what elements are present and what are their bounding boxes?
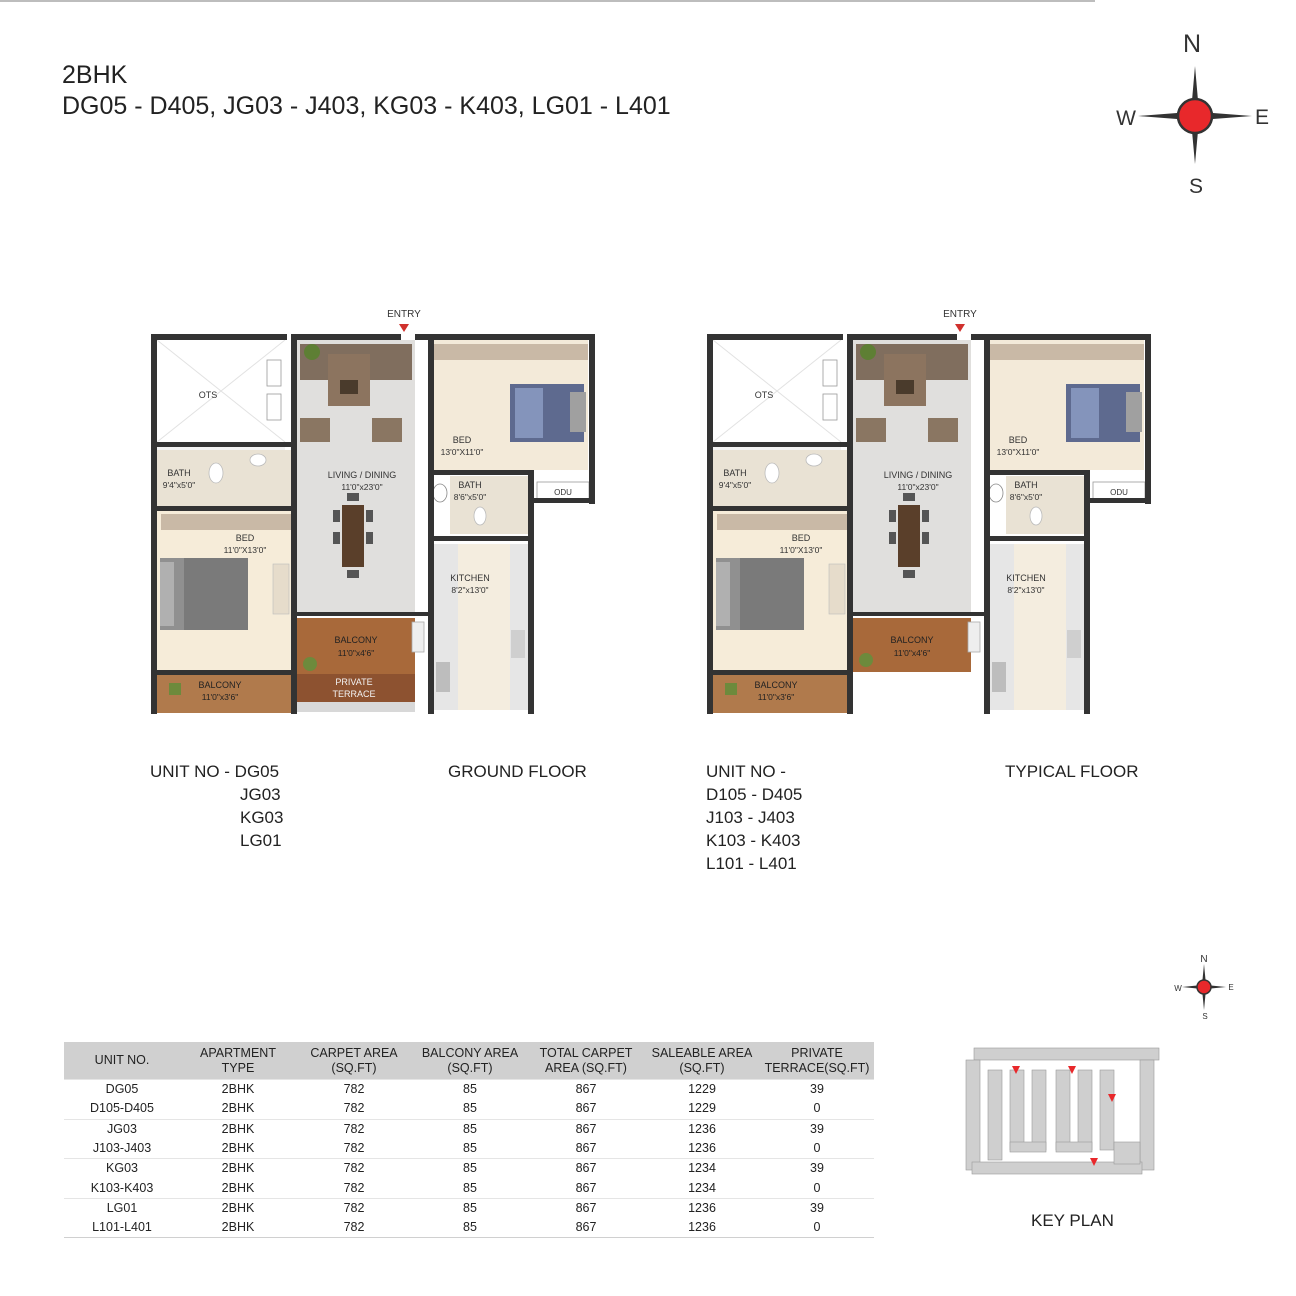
title-type: 2BHK xyxy=(62,61,128,89)
entry-arrow-icon xyxy=(955,324,965,332)
table-row: J103-J403 2BHK 782 85 867 1236 0 xyxy=(92,1141,821,1156)
entry-label: ENTRY xyxy=(387,309,421,320)
ground-floor-label: GROUND FLOOR xyxy=(448,762,587,781)
col-saleable-area: SALEABLE AREA (SQ.FT) xyxy=(644,1042,760,1080)
table-row: D105-D405 2BHK 782 85 867 1229 0 xyxy=(90,1101,821,1116)
room-terrace-line-1: PRIVATE xyxy=(335,677,373,687)
entry-label: ENTRY xyxy=(943,309,977,320)
col-unit-no: UNIT NO. xyxy=(64,1042,180,1080)
room-bed-2-dim: 13'0"X11'0" xyxy=(440,447,484,457)
room-bed-1-dim: 11'0"X13'0" xyxy=(223,545,267,555)
key-plan-label: KEY PLAN xyxy=(1031,1211,1114,1230)
room-living-dining-dim: 11'0"x23'0" xyxy=(897,482,939,492)
col-private-terrace: PRIVATE TERRACE(SQ.FT) xyxy=(760,1042,874,1080)
typical-floor-label: TYPICAL FLOOR xyxy=(1005,762,1139,781)
room-bath-2-dim: 8'6"x5'0" xyxy=(1009,492,1043,502)
room-bath-1: BATH xyxy=(167,468,191,478)
room-bed-1: BED xyxy=(235,533,255,543)
room-living-dining: LIVING / DINING xyxy=(327,470,397,480)
room-kitchen-dim: 8'2"x13'0" xyxy=(1007,585,1045,595)
table-row: LG01 2BHK 782 85 867 1236 39 xyxy=(64,1198,874,1218)
typical-floor-plan xyxy=(696,300,1166,725)
small-compass-w: W xyxy=(1174,984,1182,993)
col-balcony-area: BALCONY AREA (SQ.FT) xyxy=(412,1042,528,1080)
small-compass-icon xyxy=(1168,950,1242,1022)
room-balcony-1: BALCONY xyxy=(754,680,798,690)
room-balcony-2-dim: 11'0"x4'6" xyxy=(893,648,931,658)
typical-unit-list xyxy=(706,760,802,875)
typical-unit-line-2: J103 - J403 xyxy=(706,808,795,827)
room-kitchen-dim: 8'2"x13'0" xyxy=(451,585,489,595)
room-bed-1: BED xyxy=(791,533,811,543)
title-units: DG05 - D405, JG03 - J403, KG03 - K403, LG01 - L401 xyxy=(62,92,671,120)
room-balcony-1: BALCONY xyxy=(198,680,242,690)
room-balcony-2: BALCONY xyxy=(890,635,934,645)
col-apartment-type: APARTMENT TYPE xyxy=(180,1042,296,1080)
room-bath-1-dim: 9'4"x5'0" xyxy=(162,480,196,490)
key-plan-diagram xyxy=(958,1030,1198,1188)
room-bath-2: BATH xyxy=(458,480,482,490)
room-bed-2: BED xyxy=(1008,435,1028,445)
ground-floor-plan xyxy=(140,300,610,725)
room-odu: ODU xyxy=(554,488,572,497)
room-bath-2-dim: 8'6"x5'0" xyxy=(453,492,487,502)
room-balcony-1-dim: 11'0"x3'6" xyxy=(757,692,795,702)
ground-unit-line-1: UNIT NO - DG05 xyxy=(150,762,280,781)
table-row: KG03 2BHK 782 85 867 1234 39 xyxy=(64,1159,874,1179)
room-ots: OTS xyxy=(754,390,774,400)
room-living-dining-dim: 11'0"x23'0" xyxy=(341,482,383,492)
room-kitchen: KITCHEN xyxy=(450,573,490,583)
typical-unit-line-3: K103 - K403 xyxy=(706,831,801,850)
room-balcony-2-dim: 11'0"x4'6" xyxy=(337,648,375,658)
col-total-carpet-area: TOTAL CARPET AREA (SQ.FT) xyxy=(528,1042,644,1080)
compass-icon xyxy=(1110,28,1270,198)
room-terrace-line-2: TERRACE xyxy=(332,689,376,699)
ground-unit-line-2: JG03 xyxy=(240,785,281,804)
room-odu: ODU xyxy=(1110,488,1128,497)
small-compass-s: S xyxy=(1202,1012,1208,1021)
col-carpet-area: CARPET AREA (SQ.FT) xyxy=(296,1042,412,1080)
table-row: JG03 2BHK 782 85 867 1236 39 xyxy=(64,1119,874,1139)
room-ots: OTS xyxy=(198,390,218,400)
room-balcony-2: BALCONY xyxy=(334,635,378,645)
ground-unit-line-3: KG03 xyxy=(240,808,284,827)
small-compass-e: E xyxy=(1228,983,1234,992)
ground-unit-list xyxy=(150,760,283,852)
typical-unit-line-4: L101 - L401 xyxy=(706,854,797,873)
room-bed-1-dim: 11'0"X13'0" xyxy=(779,545,823,555)
room-kitchen: KITCHEN xyxy=(1006,573,1046,583)
small-compass-n: N xyxy=(1200,954,1208,965)
compass-n: N xyxy=(1182,30,1202,58)
compass-w: W xyxy=(1116,107,1136,130)
table-row: K103-K403 2BHK 782 85 867 1234 0 xyxy=(90,1180,821,1195)
page-title xyxy=(62,60,671,122)
room-bath-1: BATH xyxy=(723,468,747,478)
room-bath-2: BATH xyxy=(1014,480,1038,490)
room-balcony-1-dim: 11'0"x3'6" xyxy=(201,692,239,702)
room-living-dining: LIVING / DINING xyxy=(883,470,953,480)
top-rule xyxy=(0,0,1095,2)
entry-arrow-icon xyxy=(399,324,409,332)
room-bed-2-dim: 13'0"X11'0" xyxy=(996,447,1040,457)
typical-unit-prefix: UNIT NO - xyxy=(706,762,786,781)
compass-e: E xyxy=(1254,106,1270,129)
compass-s: S xyxy=(1188,175,1204,198)
table-row: DG05 2BHK 782 85 867 1229 39 xyxy=(64,1080,874,1100)
ground-unit-line-4: LG01 xyxy=(240,831,282,850)
room-bath-1-dim: 9'4"x5'0" xyxy=(718,480,752,490)
table-row: L101-L401 2BHK 782 85 867 1236 0 xyxy=(64,1218,874,1238)
table-header-row xyxy=(64,1042,874,1080)
room-bed-2: BED xyxy=(452,435,472,445)
typical-unit-line-1: D105 - D405 xyxy=(706,785,803,804)
area-table xyxy=(64,1042,874,1238)
